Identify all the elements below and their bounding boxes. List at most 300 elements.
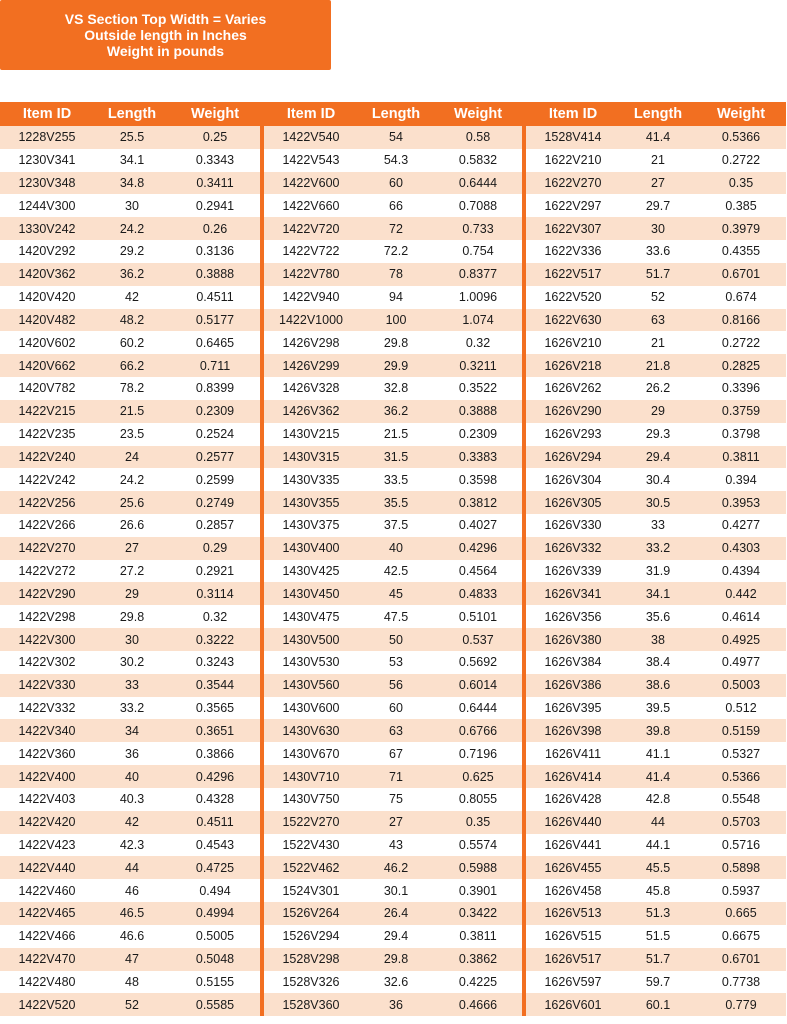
item-id-cell: 1422V940 — [282, 290, 340, 305]
weight-cell: 0.8166 — [721, 312, 761, 327]
item-id-cell: 1626V332 — [544, 541, 602, 556]
item-id-cell: 1430V400 — [282, 541, 340, 556]
item-id-cell: 1420V482 — [18, 312, 76, 327]
length-cell: 35.6 — [645, 609, 671, 624]
table-row — [0, 605, 260, 628]
item-id-cell: 1430V530 — [282, 655, 340, 670]
length-cell: 27 — [651, 175, 665, 190]
length-cell: 33.6 — [645, 244, 671, 259]
table-row — [526, 263, 786, 286]
table-row — [264, 514, 522, 537]
weight-cell: 0.3565 — [195, 701, 235, 716]
length-cell: 30 — [125, 198, 139, 213]
length-cell: 21.5 — [119, 404, 145, 419]
weight-cell: 0.3888 — [195, 267, 235, 282]
weight-cell: 0.3411 — [196, 175, 234, 190]
length-cell: 33.2 — [119, 701, 145, 716]
item-id-cell: 1626V290 — [544, 404, 602, 419]
length-cell: 29.7 — [645, 198, 671, 213]
header-cell: Weight — [716, 105, 766, 122]
item-id-cell: 1626V304 — [544, 472, 602, 487]
length-cell: 32.6 — [383, 974, 409, 989]
weight-cell: 0.3811 — [722, 449, 760, 464]
table-row — [526, 400, 786, 423]
item-id-cell: 1626V210 — [544, 335, 602, 350]
length-cell: 41.4 — [645, 769, 671, 784]
weight-cell: 0.4511 — [196, 290, 234, 305]
length-cell: 29.2 — [119, 244, 145, 259]
table-row — [0, 149, 260, 172]
table-row — [526, 468, 786, 491]
table-row — [526, 856, 786, 879]
item-id-cell: 1422V235 — [18, 427, 76, 442]
table-row — [0, 217, 260, 240]
table-row — [526, 537, 786, 560]
weight-cell: 0.5366 — [721, 769, 761, 784]
length-cell: 21.8 — [645, 358, 671, 373]
table-row — [526, 491, 786, 514]
table-row — [0, 194, 260, 217]
item-id-cell: 1626V386 — [544, 678, 602, 693]
weight-cell: 0.4994 — [195, 906, 235, 921]
length-cell: 34.1 — [119, 153, 145, 168]
weight-cell: 0.4833 — [458, 586, 498, 601]
length-cell: 47 — [125, 952, 139, 967]
table-row — [264, 925, 522, 948]
item-id-cell: 1626V341 — [544, 586, 602, 601]
weight-cell: 0.3759 — [721, 404, 761, 419]
length-cell: 34 — [125, 723, 139, 738]
table-row — [264, 400, 522, 423]
table-row — [0, 834, 260, 857]
item-id-cell: 1522V430 — [282, 838, 340, 852]
length-cell: 40 — [125, 769, 139, 784]
length-cell: 45.5 — [645, 860, 671, 875]
weight-cell: 0.4543 — [195, 838, 235, 852]
weight-cell: 0.442 — [725, 586, 757, 601]
item-id-cell: 1430V600 — [282, 701, 340, 716]
header-cell: Length — [107, 105, 157, 122]
table-row — [0, 560, 260, 583]
weight-cell: 0.512 — [725, 701, 757, 716]
weight-cell: 0.5159 — [721, 723, 761, 738]
length-cell: 36 — [389, 997, 403, 1012]
item-id-cell: 1422V302 — [18, 655, 76, 670]
item-id-cell: 1426V298 — [282, 335, 340, 350]
table-row — [0, 309, 260, 332]
weight-cell: 0.733 — [462, 221, 494, 236]
table-row — [526, 948, 786, 971]
weight-cell: 0.3901 — [458, 883, 498, 898]
length-cell: 63 — [651, 312, 665, 327]
table-row — [526, 788, 786, 811]
length-cell: 38.4 — [645, 655, 671, 670]
weight-cell: 0.3343 — [195, 153, 235, 168]
weight-cell: 0.5366 — [721, 130, 761, 145]
table-row — [0, 742, 260, 765]
table-row — [0, 537, 260, 560]
table-row — [264, 491, 522, 514]
item-id-cell: 1626V517 — [544, 952, 602, 967]
length-cell: 51.5 — [645, 929, 671, 944]
table-row — [0, 811, 260, 834]
weight-cell: 0.674 — [725, 290, 757, 305]
weight-cell: 0.5003 — [721, 678, 761, 693]
item-id-cell: 1422V215 — [18, 404, 76, 419]
item-id-cell: 1626V218 — [544, 358, 602, 373]
table-row — [0, 423, 260, 446]
item-id-cell: 1430V560 — [282, 678, 340, 693]
item-id-cell: 1622V307 — [544, 221, 602, 236]
item-id-cell: 1422V332 — [18, 701, 76, 716]
length-cell: 42 — [125, 290, 139, 305]
weight-cell: 0.5177 — [195, 312, 235, 327]
weight-cell: 0.2524 — [195, 427, 235, 442]
table-row — [0, 697, 260, 720]
data-table-3 — [526, 102, 786, 1016]
weight-cell: 0.3798 — [721, 427, 761, 442]
item-id-cell: 1522V270 — [282, 815, 340, 830]
table-row — [0, 902, 260, 925]
item-id-cell: 1626V458 — [544, 883, 602, 898]
length-cell: 30.4 — [645, 472, 671, 487]
length-cell: 44 — [651, 815, 665, 830]
weight-cell: 0.779 — [725, 997, 757, 1012]
weight-cell: 0.25 — [202, 130, 228, 145]
weight-cell: 0.5898 — [721, 860, 761, 875]
item-id-cell: 1422V660 — [282, 198, 340, 213]
weight-cell: 0.4328 — [195, 792, 235, 807]
table-row — [264, 468, 522, 491]
table-row — [264, 149, 522, 172]
length-cell: 30 — [125, 632, 139, 647]
weight-cell: 0.5716 — [721, 838, 761, 852]
weight-cell: 0.4296 — [195, 769, 235, 784]
table-row — [264, 217, 522, 240]
table-row — [526, 240, 786, 263]
weight-cell: 0.2722 — [721, 335, 761, 350]
length-cell: 44 — [125, 860, 139, 875]
item-id-cell: 1422V290 — [18, 586, 76, 601]
weight-cell: 0.394 — [725, 472, 757, 487]
length-cell: 72.2 — [383, 244, 409, 259]
weight-cell: 0.5585 — [195, 997, 235, 1012]
length-cell: 36.2 — [119, 267, 145, 282]
weight-cell: 0.3211 — [459, 358, 497, 373]
length-cell: 25.5 — [119, 130, 145, 145]
weight-cell: 0.4225 — [458, 974, 498, 989]
table-row — [526, 925, 786, 948]
length-cell: 60 — [389, 701, 403, 716]
table-row — [264, 240, 522, 263]
item-id-cell: 1426V328 — [282, 381, 340, 396]
table-row — [526, 742, 786, 765]
weight-cell: 0.5005 — [195, 929, 235, 944]
data-table-1 — [0, 102, 260, 1016]
length-cell: 27.2 — [119, 564, 145, 579]
item-id-cell: 1626V293 — [544, 427, 602, 442]
table-row — [526, 674, 786, 697]
table-row — [0, 719, 260, 742]
item-id-cell: 1626V330 — [544, 518, 602, 533]
item-id-cell: 1420V362 — [18, 267, 76, 282]
table-row — [526, 811, 786, 834]
table-row — [526, 993, 786, 1016]
item-id-cell: 1626V339 — [544, 564, 602, 579]
item-id-cell: 1622V520 — [544, 290, 602, 305]
length-cell: 36 — [125, 746, 139, 761]
length-cell: 54 — [389, 130, 403, 145]
weight-cell: 0.6701 — [721, 952, 761, 967]
item-id-cell: 1626V384 — [544, 655, 602, 670]
item-id-cell: 1420V420 — [18, 290, 76, 305]
item-id-cell: 1430V670 — [282, 746, 340, 761]
header-cell: Length — [633, 105, 683, 122]
item-id-cell: 1526V264 — [282, 906, 340, 921]
item-id-cell: 1626V262 — [544, 381, 602, 396]
weight-cell: 0.2309 — [195, 404, 235, 419]
header-cell: Length — [371, 105, 421, 122]
weight-cell: 0.625 — [462, 769, 494, 784]
item-id-cell: 1422V460 — [18, 883, 76, 898]
length-cell: 30.2 — [119, 655, 145, 670]
item-id-cell: 1622V297 — [544, 198, 602, 213]
title-line: Outside length in Inches — [84, 27, 247, 43]
length-cell: 45 — [389, 586, 403, 601]
length-cell: 60 — [389, 175, 403, 190]
weight-cell: 0.3888 — [458, 404, 498, 419]
table-row — [526, 582, 786, 605]
weight-cell: 0.4977 — [721, 655, 761, 670]
item-id-cell: 1622V270 — [544, 175, 602, 190]
weight-cell: 0.35 — [728, 175, 754, 190]
item-id-cell: 1422V600 — [282, 175, 340, 190]
weight-cell: 0.2577 — [195, 449, 235, 464]
table-row — [526, 971, 786, 994]
item-id-cell: 1430V630 — [282, 723, 340, 738]
item-id-cell: 1524V301 — [282, 883, 340, 898]
table-row — [526, 697, 786, 720]
title-line: VS Section Top Width = Varies — [64, 11, 267, 27]
table-row — [526, 628, 786, 651]
table-row — [264, 354, 522, 377]
weight-cell: 0.4394 — [721, 564, 761, 579]
table-row — [526, 879, 786, 902]
table-row — [0, 446, 260, 469]
weight-cell: 0.3866 — [195, 746, 235, 761]
item-id-cell: 1422V520 — [18, 997, 76, 1012]
item-id-cell: 1430V315 — [282, 449, 340, 464]
weight-cell: 0.3522 — [458, 381, 498, 396]
length-cell: 47.5 — [383, 609, 409, 624]
item-id-cell: 1528V414 — [544, 130, 602, 145]
item-id-cell: 1422V400 — [18, 769, 76, 784]
length-cell: 42.5 — [383, 564, 409, 579]
item-id-cell: 1230V341 — [18, 153, 76, 168]
item-id-cell: 1626V597 — [544, 974, 602, 989]
table-row — [0, 765, 260, 788]
item-id-cell: 1422V242 — [18, 472, 76, 487]
item-id-cell: 1426V299 — [282, 358, 340, 373]
table-row — [264, 651, 522, 674]
item-id-cell: 1626V414 — [544, 769, 602, 784]
table-row — [0, 674, 260, 697]
table-row — [0, 582, 260, 605]
item-id-cell: 1422V300 — [18, 632, 76, 647]
table-row — [526, 605, 786, 628]
weight-cell: 0.2309 — [458, 427, 498, 442]
table-row — [526, 149, 786, 172]
item-id-cell: 1422V340 — [18, 723, 76, 738]
item-id-cell: 1430V710 — [282, 769, 340, 784]
weight-cell: 0.32 — [202, 609, 228, 624]
weight-cell: 0.5101 — [458, 609, 498, 624]
table-row — [0, 628, 260, 651]
length-cell: 40.3 — [119, 792, 145, 807]
weight-cell: 0.5937 — [721, 883, 761, 898]
weight-cell: 0.3383 — [458, 449, 498, 464]
weight-cell: 0.3812 — [458, 495, 498, 510]
weight-cell: 0.3953 — [721, 495, 761, 510]
length-cell: 60.2 — [119, 335, 145, 350]
weight-cell: 0.3114 — [196, 586, 234, 601]
weight-cell: 0.4614 — [721, 609, 761, 624]
length-cell: 27 — [389, 815, 403, 830]
item-id-cell: 1420V662 — [18, 358, 76, 373]
item-id-cell: 1422V543 — [282, 153, 340, 168]
length-cell: 53 — [389, 655, 403, 670]
table-row — [264, 856, 522, 879]
table-row — [264, 834, 522, 857]
length-cell: 21.5 — [383, 427, 409, 442]
weight-cell: 0.5155 — [195, 974, 235, 989]
weight-cell: 0.3811 — [459, 929, 497, 944]
weight-cell: 0.8377 — [458, 267, 498, 282]
table-row — [0, 514, 260, 537]
item-id-cell: 1422V540 — [282, 130, 340, 145]
item-id-cell: 1626V411 — [544, 746, 602, 761]
length-cell: 32.8 — [383, 381, 409, 396]
item-id-cell: 1430V750 — [282, 792, 340, 807]
weight-cell: 0.2825 — [721, 358, 761, 373]
weight-cell: 0.4277 — [721, 518, 761, 533]
weight-cell: 0.26 — [202, 221, 228, 236]
length-cell: 46.5 — [119, 906, 145, 921]
weight-cell: 0.3598 — [458, 472, 498, 487]
length-cell: 78.2 — [119, 381, 145, 396]
table-row — [0, 331, 260, 354]
weight-cell: 0.29 — [202, 541, 228, 556]
item-id-cell: 1422V722 — [282, 244, 340, 259]
table-row — [526, 194, 786, 217]
item-id-cell: 1422V440 — [18, 860, 76, 875]
weight-cell: 0.8055 — [458, 792, 498, 807]
item-id-cell: 1430V355 — [282, 495, 340, 510]
length-cell: 59.7 — [645, 974, 671, 989]
length-cell: 50 — [389, 632, 403, 647]
item-id-cell: 1422V480 — [18, 974, 76, 989]
item-id-cell: 1626V294 — [544, 449, 602, 464]
table-row — [526, 446, 786, 469]
weight-cell: 0.2921 — [195, 564, 235, 579]
table-row — [526, 651, 786, 674]
table-row — [264, 971, 522, 994]
length-cell: 44.1 — [645, 838, 671, 852]
table-row — [0, 354, 260, 377]
item-id-cell: 1622V210 — [544, 153, 602, 168]
table-row — [526, 331, 786, 354]
length-cell: 27 — [125, 541, 139, 556]
length-cell: 29.4 — [645, 449, 671, 464]
length-cell: 23.5 — [119, 427, 145, 442]
weight-cell: 0.6766 — [458, 723, 498, 738]
table-row — [0, 491, 260, 514]
item-id-cell: 1228V255 — [18, 130, 76, 145]
weight-cell: 0.711 — [199, 358, 231, 373]
item-id-cell: 1626V398 — [544, 723, 602, 738]
weight-cell: 0.2941 — [195, 198, 235, 213]
item-id-cell: 1522V462 — [282, 860, 340, 875]
weight-cell: 0.537 — [462, 632, 494, 647]
length-cell: 38.6 — [645, 678, 671, 693]
length-cell: 34.1 — [645, 586, 671, 601]
length-cell: 26.4 — [383, 906, 409, 921]
item-id-cell: 1430V375 — [282, 518, 340, 533]
weight-cell: 0.5988 — [458, 860, 498, 875]
weight-cell: 0.6444 — [458, 701, 498, 716]
weight-cell: 0.4027 — [458, 518, 498, 533]
item-id-cell: 1422V360 — [18, 746, 76, 761]
table-row — [526, 423, 786, 446]
table-row — [264, 765, 522, 788]
item-id-cell: 1420V782 — [18, 381, 76, 396]
table-row — [264, 194, 522, 217]
item-id-cell: 1244V300 — [18, 198, 76, 213]
table-row — [264, 446, 522, 469]
table-row — [526, 765, 786, 788]
header-cell: Item ID — [22, 105, 72, 122]
length-cell: 42 — [125, 815, 139, 830]
weight-cell: 0.3544 — [195, 678, 235, 693]
length-cell: 29.4 — [383, 929, 409, 944]
weight-cell: 0.6701 — [721, 267, 761, 282]
item-id-cell: 1626V395 — [544, 701, 602, 716]
table-row — [264, 674, 522, 697]
weight-cell: 0.2599 — [195, 472, 235, 487]
weight-cell: 0.35 — [465, 815, 491, 830]
table-row — [264, 377, 522, 400]
weight-cell: 1.0096 — [458, 290, 498, 305]
table-row — [0, 856, 260, 879]
length-cell: 94 — [389, 290, 403, 305]
length-cell: 34.8 — [119, 175, 145, 190]
length-cell: 26.2 — [645, 381, 671, 396]
table-row — [526, 126, 786, 149]
item-id-cell: 1430V215 — [282, 427, 340, 442]
table-row — [526, 514, 786, 537]
item-id-cell: 1626V380 — [544, 632, 602, 647]
table-row — [264, 309, 522, 332]
table-row — [264, 286, 522, 309]
item-id-cell: 1420V602 — [18, 335, 76, 350]
table-header — [526, 102, 786, 126]
table-row — [0, 240, 260, 263]
item-id-cell: 1422V256 — [18, 495, 76, 510]
length-cell: 24 — [125, 449, 139, 464]
length-cell: 24.2 — [119, 221, 145, 236]
data-table-2 — [264, 102, 522, 1016]
length-cell: 41.1 — [645, 746, 671, 761]
